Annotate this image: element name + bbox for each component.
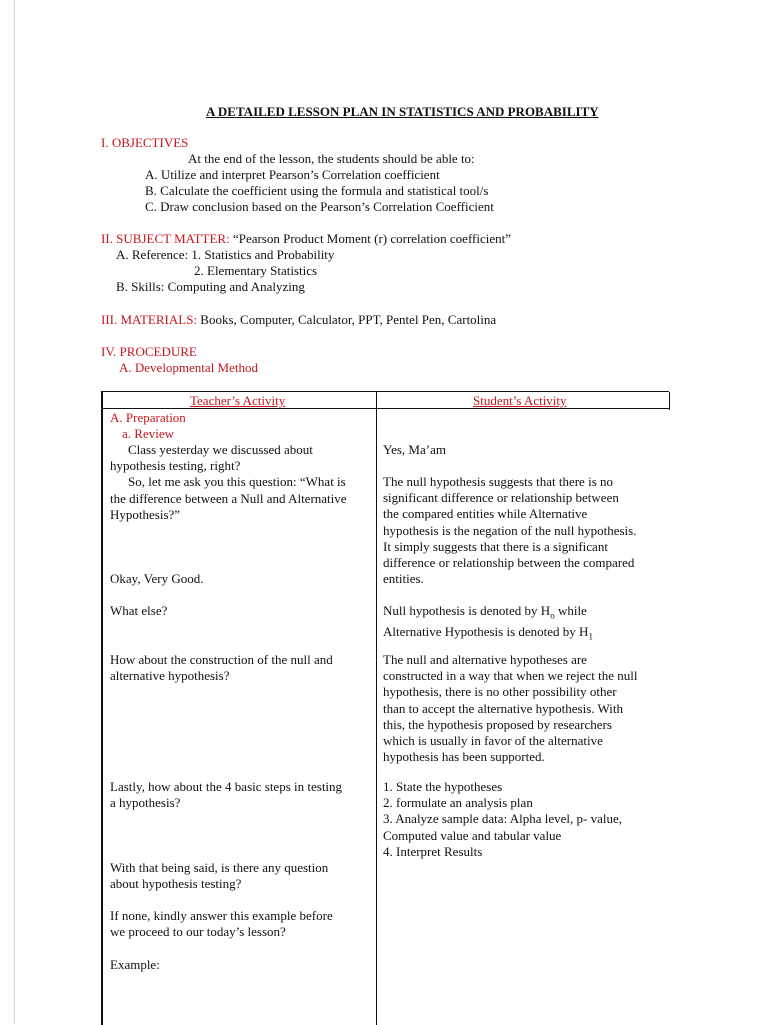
- student-text: 3. Analyze sample data: Alpha level, p- value,: [383, 811, 622, 827]
- teacher-steps-question: [110, 779, 372, 811]
- review-label: a. Review: [122, 426, 174, 441]
- student-text: Alternative Hypothesis is denoted by H: [383, 623, 589, 639]
- objective-a: A. Utilize and interpret Pearson’s Correlation coefficient: [145, 167, 440, 182]
- teacher-any-question: [110, 860, 372, 892]
- reference-1: A. Reference: 1. Statistics and Probability: [116, 247, 335, 262]
- teacher-text: So, let me ask you this question: “What is: [128, 474, 346, 490]
- student-text: entities.: [383, 571, 424, 587]
- student-text: The null hypothesis suggests that there is no: [383, 474, 614, 489]
- student-text: [383, 624, 667, 645]
- skills: B. Skills: Computing and Analyzing: [116, 279, 305, 294]
- teacher-text: Hypothesis?”: [110, 506, 181, 522]
- page-edge-line: [14, 0, 15, 1024]
- objectives-heading: I. OBJECTIVES: [101, 135, 189, 150]
- activity-table: [101, 391, 669, 1025]
- student-steps-answer: [383, 779, 667, 860]
- subscript: o: [550, 610, 555, 621]
- student-text: hypothesis is the negation of the null hypothesis.: [383, 522, 637, 538]
- teacher-what-else: What else?: [110, 603, 168, 618]
- procedure-method: A. Developmental Method: [119, 360, 258, 375]
- materials-value: Books, Computer, Calculator, PPT, Pentel Pen, Cartolina: [200, 312, 497, 327]
- teacher-header: Teacher’s Activity: [190, 393, 286, 408]
- student-text: It simply suggests that there is a significant: [383, 538, 608, 554]
- teacher-text: If none, kindly answer this example before: [110, 908, 333, 923]
- objectives-intro: At the end of the lesson, the students should be able to:: [188, 151, 475, 166]
- teacher-text: How about the construction of the null and: [110, 652, 333, 667]
- teacher-text: the difference between a Null and Alternative: [110, 490, 347, 506]
- subject-matter-heading: II. SUBJECT MATTER:: [101, 231, 230, 246]
- student-text: 1. State the hypotheses: [383, 779, 503, 794]
- materials-line: [101, 312, 496, 328]
- student-null-definition: [383, 474, 667, 587]
- teacher-text: Lastly, how about the 4 basic steps in testing: [110, 779, 343, 794]
- teacher-line-1: [110, 442, 372, 523]
- student-text: 4. Interpret Results: [383, 843, 483, 859]
- subject-matter-line: [101, 231, 511, 247]
- table-right-edge: [669, 392, 670, 410]
- column-divider: [376, 392, 377, 1025]
- subject-matter-value: “Pearson Product Moment (r) correlation coefficient”: [232, 231, 512, 246]
- student-text: The null and alternative hypotheses are: [383, 652, 587, 667]
- student-text: constructed in a way that when we reject the null: [383, 668, 638, 684]
- teacher-text: about hypothesis testing?: [110, 876, 242, 892]
- student-text: significant difference or relationship between: [383, 490, 619, 506]
- objective-b: B. Calculate the coefficient using the formula and statistical tool/s: [145, 183, 489, 198]
- student-construction-answer: [383, 652, 667, 765]
- student-text: this, the hypothesis proposed by researchers: [383, 716, 612, 732]
- student-text: which is usually in favor of the alternative: [383, 733, 603, 749]
- student-text: than to accept the alternative hypothesis. With: [383, 700, 624, 716]
- teacher-text: With that being said, is there any question: [110, 860, 329, 875]
- student-text: Null hypothesis is denoted by H: [383, 603, 551, 618]
- procedure-heading: IV. PROCEDURE: [101, 344, 197, 359]
- student-yes: Yes, Ma’am: [383, 442, 446, 457]
- student-text: difference or relationship between the compared: [383, 555, 635, 571]
- teacher-very-good: Okay, Very Good.: [110, 571, 204, 586]
- student-header: Student’s Activity: [473, 393, 567, 408]
- teacher-construction-question: [110, 652, 372, 684]
- teacher-text: Class yesterday we discussed about: [128, 442, 313, 457]
- document-title: A DETAILED LESSON PLAN IN STATISTICS AND PROBABILITY: [206, 104, 599, 119]
- reference-2: 2. Elementary Statistics: [194, 263, 318, 278]
- objective-c: C. Draw conclusion based on the Pearson’s Correlation Coefficient: [145, 199, 494, 214]
- teacher-text: a hypothesis?: [110, 795, 181, 811]
- teacher-example-label: Example:: [110, 957, 160, 972]
- student-text: hypothesis, there is no other possibility other: [383, 684, 617, 700]
- teacher-text: we proceed to our today’s lesson?: [110, 924, 286, 940]
- student-text: the compared entities while Alternative: [383, 506, 588, 522]
- student-notation: [383, 603, 667, 645]
- teacher-text: alternative hypothesis?: [110, 668, 230, 684]
- teacher-example-request: [110, 908, 372, 940]
- student-text: [383, 603, 667, 624]
- student-text: hypothesis has been supported.: [383, 749, 545, 765]
- header-divider: [103, 408, 669, 409]
- materials-heading: III. MATERIALS:: [101, 312, 198, 327]
- student-text: 2. formulate an analysis plan: [383, 795, 533, 811]
- student-text: while: [554, 603, 587, 618]
- subscript: 1: [588, 631, 593, 642]
- teacher-text: hypothesis testing, right?: [110, 458, 241, 474]
- preparation-label: A. Preparation: [110, 410, 186, 425]
- student-text: Computed value and tabular value: [383, 827, 562, 843]
